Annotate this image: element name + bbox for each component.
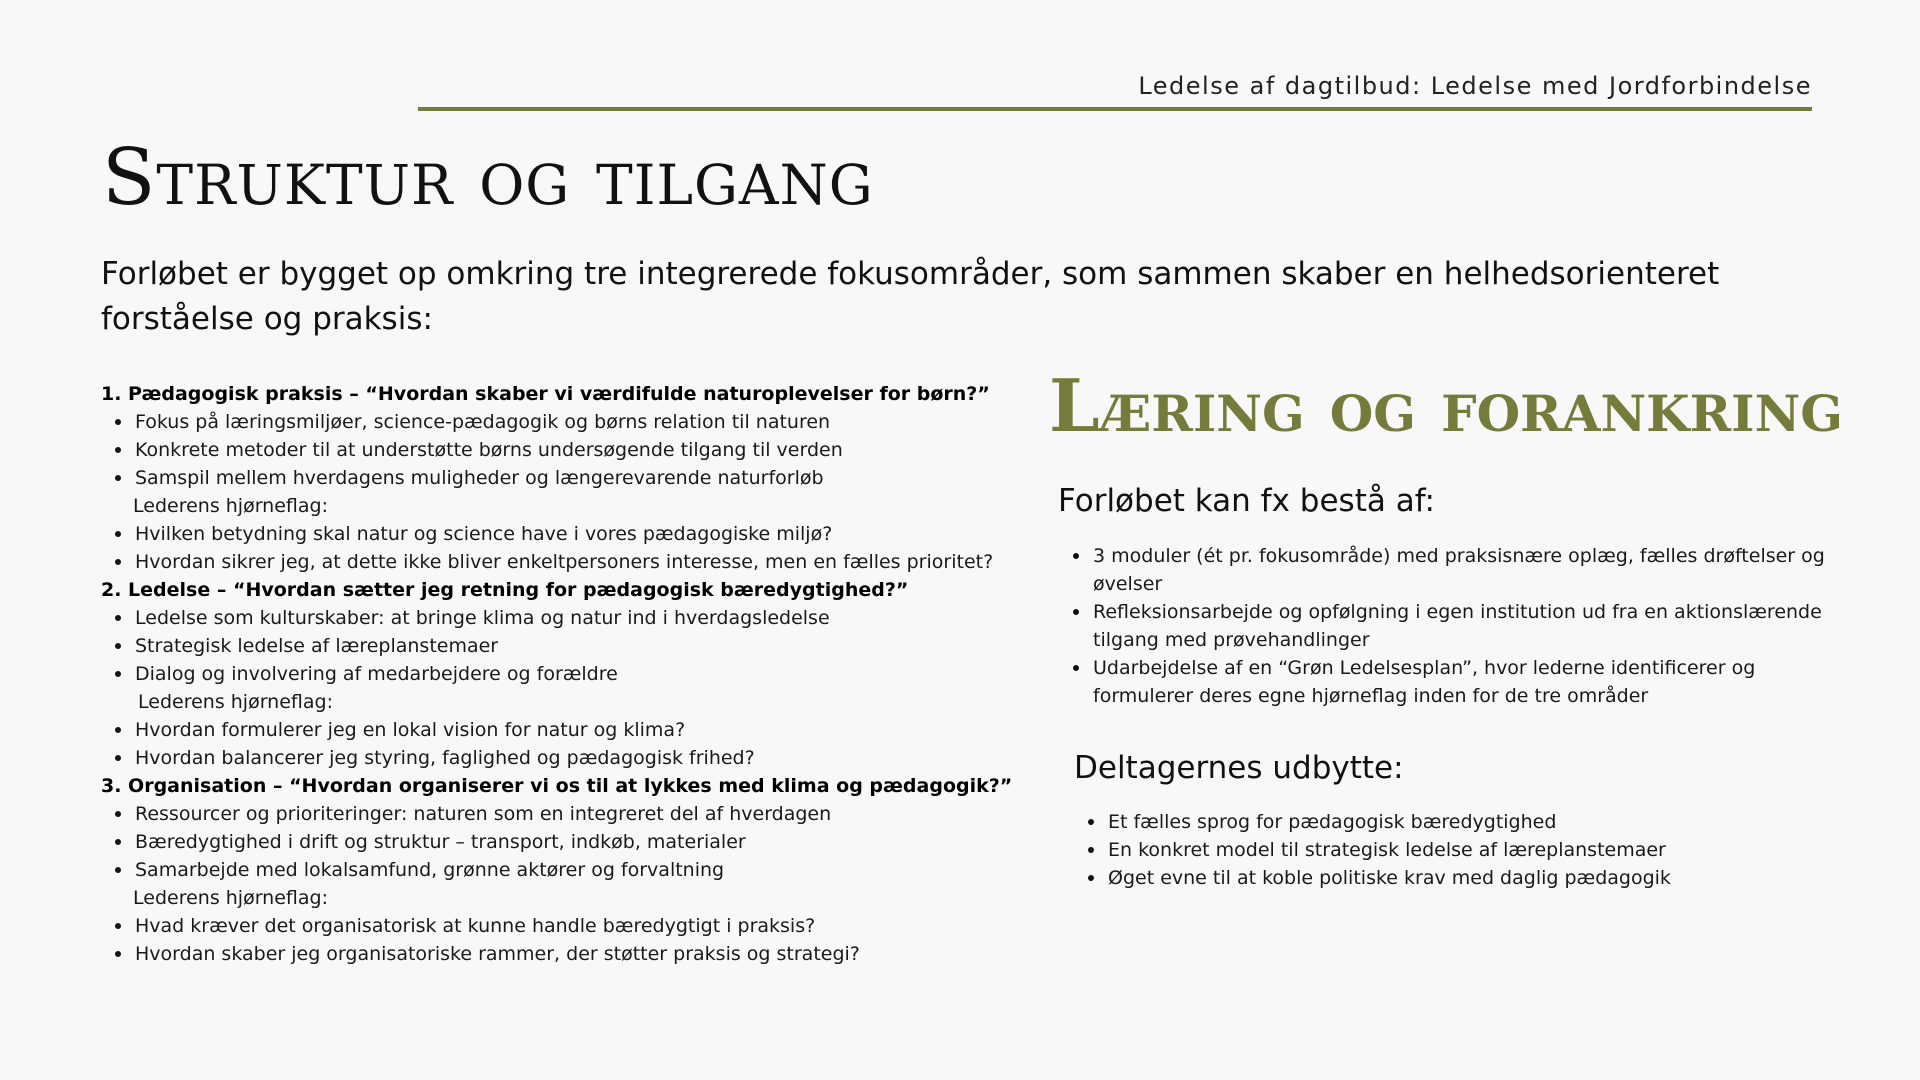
list-item: Fokus på læringsmiljøer, science-pædagogik og børns relation til naturen	[101, 408, 1021, 436]
section-bullets	[101, 800, 1021, 884]
list-item: Et fælles sprog for pædagogisk bæredygtighed	[1074, 808, 1834, 836]
list-item: Øget evne til at koble politiske krav med daglig pædagogik	[1074, 864, 1834, 892]
list-item: Samspil mellem hverdagens muligheder og længerevarende naturforløb	[101, 464, 1021, 492]
learning-title: Læring og forankring	[1049, 363, 1843, 448]
list-item: Bæredygtighed i drift og struktur – transport, indkøb, materialer	[101, 828, 1021, 856]
list-item: Ledelse som kulturskaber: at bringe klima og natur ind i hverdagsledelse	[101, 604, 1021, 632]
list-item: Udarbejdelse af en “Grøn Ledelsesplan”, hvor lederne identificerer og formulerer deres egne hjørneflag inden for de tre områder	[1060, 654, 1850, 710]
focus-areas	[101, 380, 1021, 968]
list-item: Hvordan skaber jeg organisatoriske rammer, der støtter praksis og strategi?	[101, 940, 1021, 968]
section-bullets	[101, 408, 1021, 492]
focus-section-3	[101, 772, 1021, 968]
list-item: Hvordan formulerer jeg en lokal vision for natur og klima?	[101, 716, 1021, 744]
list-item: Dialog og involvering af medarbejdere og forældre	[101, 660, 1021, 688]
section-bullets	[101, 604, 1021, 688]
corner-flag-bullets	[101, 716, 1021, 772]
outcomes-list	[1074, 808, 1834, 892]
outcomes-heading: Deltagernes udbytte:	[1074, 750, 1404, 786]
section-heading: 1. Pædagogisk praksis – “Hvordan skaber vi værdifulde naturoplevelser for børn?”	[101, 383, 990, 405]
corner-flag-label: Lederens hjørneflag:	[133, 887, 328, 909]
list-item: Ressourcer og prioriteringer: naturen som en integreret del af hverdagen	[101, 800, 1021, 828]
list-item: Refleksionsarbejde og opfølgning i egen institution ud fra en aktionslærende tilgang med prøvehandlinger	[1060, 598, 1850, 654]
focus-section-1	[101, 380, 1021, 576]
focus-section-2	[101, 576, 1021, 772]
list-item: Hvordan sikrer jeg, at dette ikke bliver enkeltpersoners interesse, men en fælles prioritet?	[101, 548, 1021, 576]
page-title: Struktur og tilgang	[102, 133, 874, 223]
section-heading: 2. Ledelse – “Hvordan sætter jeg retning for pædagogisk bæredygtighed?”	[101, 579, 909, 601]
course-format-list	[1060, 542, 1850, 710]
list-item: 3 moduler (ét pr. fokusområde) med praksisnære oplæg, fælles drøftelser og øvelser	[1060, 542, 1850, 598]
header-title: Ledelse af dagtilbud: Ledelse med Jordforbindelse	[1138, 72, 1812, 100]
list-item: En konkret model til strategisk ledelse af læreplanstemaer	[1074, 836, 1834, 864]
corner-flag-label: Lederens hjørneflag:	[133, 495, 328, 517]
header-divider	[418, 107, 1812, 111]
list-item: Hvad kræver det organisatorisk at kunne handle bæredygtigt i praksis?	[101, 912, 1021, 940]
corner-flag-bullets	[101, 520, 1021, 576]
list-item: Hvordan balancerer jeg styring, faglighed og pædagogisk frihed?	[101, 744, 1021, 772]
corner-flag-label: Lederens hjørneflag:	[138, 691, 333, 713]
corner-flag-bullets	[101, 912, 1021, 968]
list-item: Hvilken betydning skal natur og science have i vores pædagogiske miljø?	[101, 520, 1021, 548]
section-heading: 3. Organisation – “Hvordan organiserer vi os til at lykkes med klima og pædagogik?”	[101, 775, 1013, 797]
list-item: Konkrete metoder til at understøtte børns undersøgende tilgang til verden	[101, 436, 1021, 464]
list-item: Strategisk ledelse af læreplanstemaer	[101, 632, 1021, 660]
course-format-heading: Forløbet kan fx bestå af:	[1058, 483, 1435, 519]
intro-text: Forløbet er bygget op omkring tre integrerede fokusområder, som sammen skaber en helhedsorienteret forståelse og praksis:	[101, 256, 1720, 337]
list-item: Samarbejde med lokalsamfund, grønne aktører og forvaltning	[101, 856, 1021, 884]
